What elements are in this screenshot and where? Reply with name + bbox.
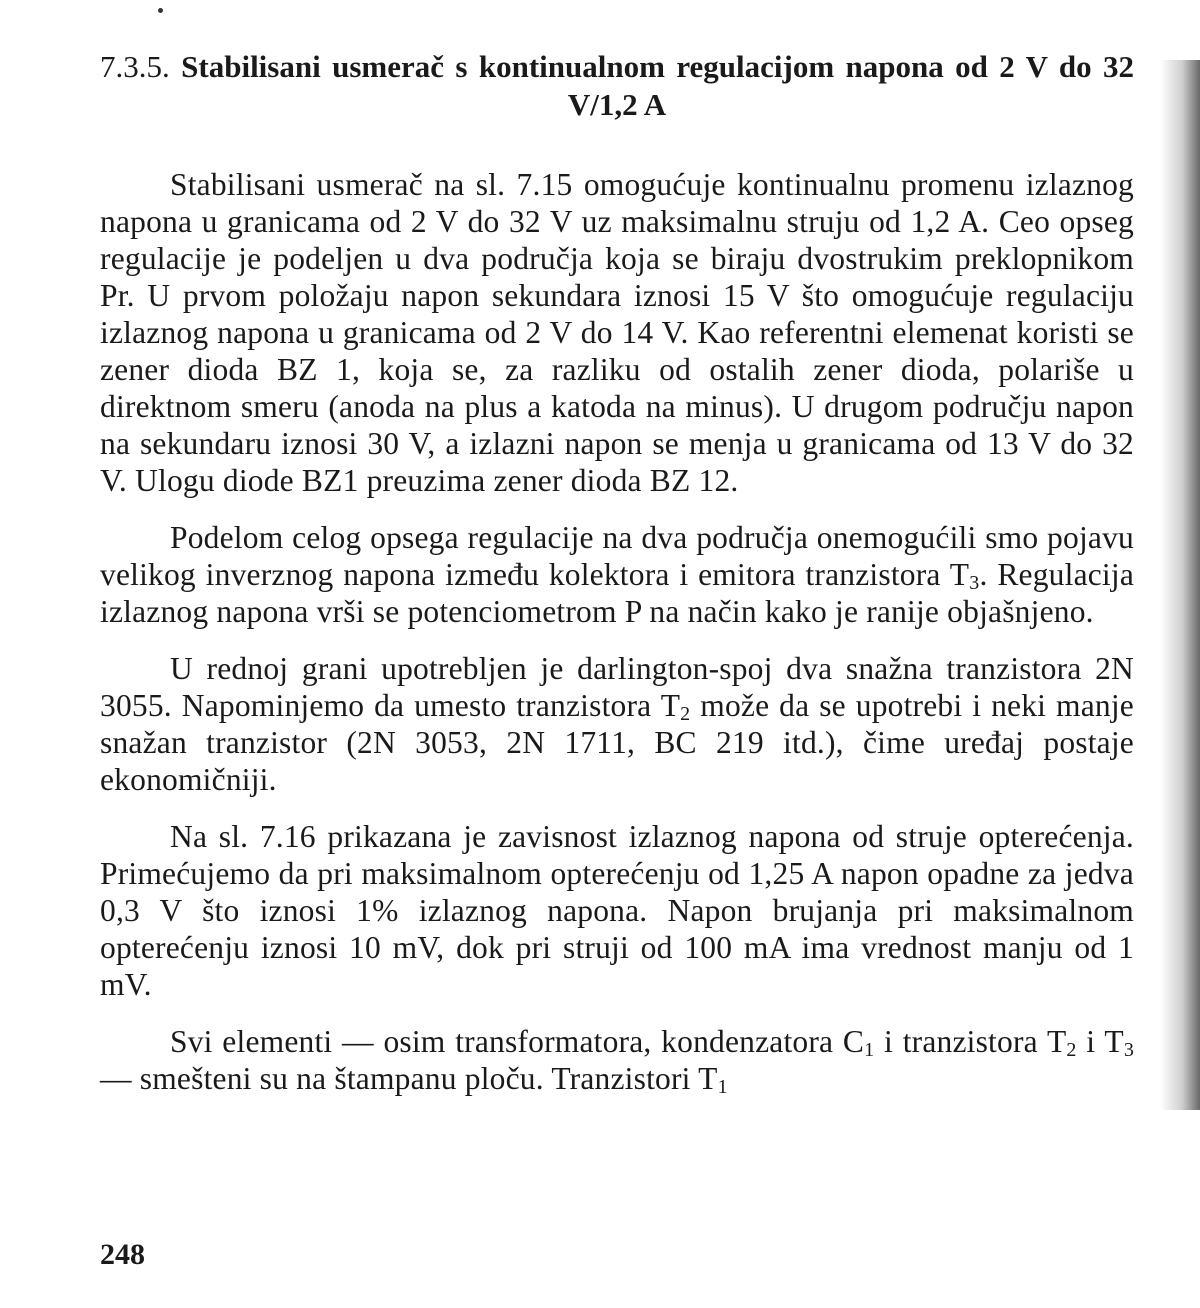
scan-edge-shadow: [1160, 60, 1200, 1110]
paragraph: [100, 519, 1134, 630]
section-heading: [100, 48, 1134, 124]
subscript: 3: [1123, 1039, 1135, 1061]
paragraph-text: i T: [1076, 1024, 1124, 1059]
section-number: 7.3.5.: [100, 49, 170, 84]
paragraph-text: Stabilisani usmerač na sl. 7.15 omogućuje kontinualnu promenu izlaznog napona u granicama od 2 V do 32 V uz maksimalnu struju od 1,2 A. Ceo opseg regulacije je podeljen u dva područja koja se biraju dvostrukim preklopnikom Pr. U prvom položaju napon sekundara iznosi 15 V što omogućuje regulaciju izlaznog napona u granicama od 2 V do 14 V. Kao referentni elemenat koristi se zener dioda BZ 1, koja se, za razliku od ostalih zener dioda, polariše u direktnom smeru (anoda na plus a katoda na minus). U drugom području napon na sekundaru iznosi 30 V, a izlazni napon se menja u granicama od 13 V do 32 V. Ulogu diode BZ1 preuzima zener dioda BZ 12.: [100, 167, 1134, 498]
paragraph-text: U rednoj grani upotrebljen je darlington-spoj dva snažna tranzistora 2N 3055. Napominjemo da umesto tranzistora T: [100, 651, 1134, 723]
paragraph-text: može da se upotrebi i neki manje snažan tranzistor (2N 3053, 2N 1711, BC 219 itd.), čime uređaj postaje ekonomičniji.: [100, 688, 1134, 797]
paragraph: [100, 650, 1134, 798]
subscript: 2: [1066, 1039, 1077, 1061]
subscript: 3: [969, 572, 980, 594]
body-text: [100, 166, 1134, 1097]
paragraph-text: — smešteni su na štampanu ploču. Tranzistori T: [100, 1061, 718, 1096]
page-number: 248: [100, 1238, 145, 1271]
paragraph: [100, 1023, 1134, 1097]
subscript: 1: [717, 1076, 728, 1098]
section-title: Stabilisani usmerač s kontinualnom regulacijom napona od 2 V do 32 V/1,2 A: [181, 49, 1134, 122]
paragraph-text: Podelom celog opsega regulacije na dva područja onemogućili smo pojavu velikog inverznog napona između kolektora i emitora tranzistora T: [100, 520, 1134, 592]
paragraph-text: i tranzistora T: [874, 1024, 1067, 1059]
subscript: 2: [680, 703, 691, 725]
scan-speck: [158, 8, 163, 13]
paragraph-text: Na sl. 7.16 prikazana je zavisnost izlaznog napona od struje opterećenja. Primećujemo da pri maksimalnom opterećenju od 1,25 A napon opadne za jedva 0,3 V što iznosi 1% izlaznog napona. Napon brujanja pri maksimalnom opterećenju iznosi 10 mV, dok pri struji od 100 mA ima vrednost manju od 1 mV.: [100, 819, 1134, 1002]
paragraph-text: Svi elementi — osim transformatora, kondenzatora C: [170, 1024, 865, 1059]
subscript: 1: [864, 1039, 875, 1061]
paragraph: [100, 818, 1134, 1003]
paragraph: [100, 166, 1134, 499]
paragraph-text: . Regulacija izlaznog napona vrši se potenciometrom P na način kako je ranije objašnjeno.: [100, 557, 1135, 629]
document-page: [100, 48, 1134, 1117]
